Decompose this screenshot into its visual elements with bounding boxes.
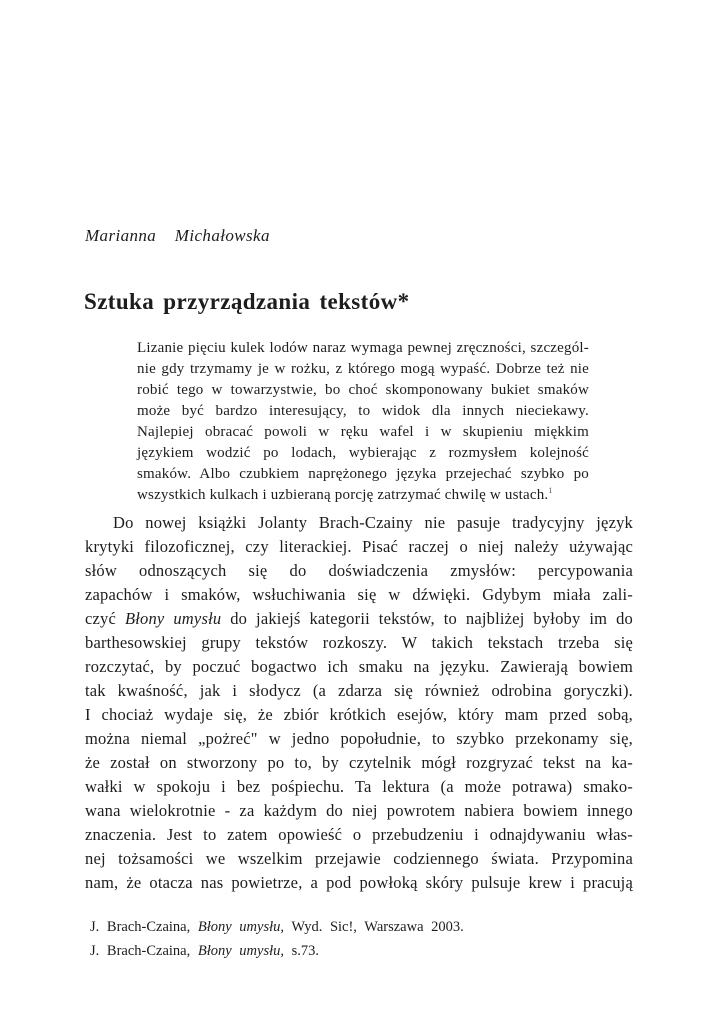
text-line: Lizanie pięciu kulek lodów naraz wymaga pewnej zręczności, szczegól- [137, 340, 589, 356]
page-title: Sztuka przyrządzania tekstów* [84, 289, 410, 314]
text-line: zapachów i smaków, wsłuchiwania się w dźwięki. Gdybym miała zali- [85, 585, 633, 604]
text-line: można niemal „pożreć" w jedno popołudnie, to szybko przekonamy się, [85, 729, 633, 748]
text-line: barthesowskiej grupy tekstów rozkoszy. W takich tekstach trzeba się [85, 633, 633, 652]
text-line: J. Brach-Czaina, Błony umysłu, s.73. [90, 942, 320, 959]
text-line: może być bardzo interesujący, to widok dla innych nieciekawy. [137, 403, 589, 419]
text-line: nej tożsamości we wszelkim przejawie codziennego świata. Przypomina [85, 849, 633, 868]
block-quote [137, 338, 589, 506]
text-line: czyć Błony umysłu do jakiejś kategorii tekstów, to najbliżej byłoby im do [85, 609, 633, 628]
text-line: że został on stworzony po to, by czytelnik mógł rozgryzać tekst na ka- [85, 753, 633, 772]
text-line: słów odnoszących się do doświadczenia zmysłów: percypowania [85, 561, 633, 580]
text-line: J. Brach-Czaina, Błony umysłu, Wyd. Sic!, Warszawa 2003. [90, 919, 464, 935]
author-name: Marianna Michałowska [85, 226, 270, 245]
text-line: nie gdy trzymamy je w rożku, z którego mogą wypaść. Dobrze też nie [137, 361, 589, 377]
text-line: językiem wodzić po lodach, wybierając z rozmysłem kolejność [137, 445, 589, 461]
text-line: wszystkich kulkach i uzbieraną porcję zatrzymać chwilę w ustach.$^1$ [137, 486, 553, 503]
text-line: smaków. Albo czubkiem naprężonego języka przejechać szybko po [137, 466, 589, 482]
body-paragraph [85, 511, 633, 895]
text-line: znaczenia. Jest to zatem opowieść o przebudzeniu i odnajdywaniu włas- [85, 825, 633, 844]
text-line: wana wielokrotnie - za każdym do niej powrotem nabiera bowiem innego [85, 801, 633, 820]
text-line: tak kwaśność, jak i słodycz (a zdarza się również odrobina goryczki). [85, 681, 633, 700]
text-line: nam, że otacza nas powietrze, a pod powłoką skóry pulsuje krew i pracują [85, 873, 633, 892]
text-line: wałki w spokoju i bez pośpiechu. Ta lektura (a może potrawa) smako- [85, 777, 633, 796]
text-line: I chociaż wydaje się, że zbiór krótkich esejów, który mam przed sobą, [85, 705, 633, 724]
text-line: Najlepiej obracać powoli w ręku wafel i w skupieniu miękkim [137, 424, 589, 440]
text-line: rozczytać, by poczuć bogactwo ich smaku na języku. Zawierają bowiem [85, 657, 633, 676]
text-line: robić tego w towarzystwie, bo choć skomponowany bukiet smaków [137, 382, 589, 398]
text-line: krytyki filozoficznej, czy literackiej. Pisać raczej o niej należy używając [85, 537, 633, 556]
text-line: Do nowej książki Jolanty Brach-Czainy nie pasuje tradycyjny język [113, 513, 633, 532]
footnotes [90, 916, 650, 963]
